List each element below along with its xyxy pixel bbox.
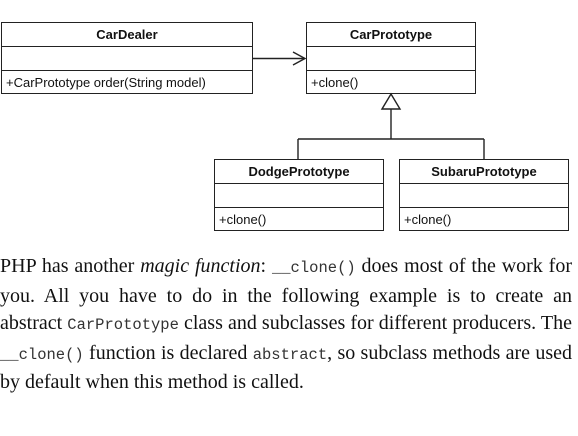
text-segment: : bbox=[260, 255, 272, 277]
text-segment: function is declared bbox=[83, 341, 253, 364]
class-car-prototype-method: +clone() bbox=[311, 75, 359, 90]
inheritance-triangle-icon bbox=[382, 94, 400, 109]
inline-code-abstract: abstract bbox=[252, 345, 328, 364]
association-arrow bbox=[253, 52, 305, 65]
class-subaru-prototype-name: SubaruPrototype bbox=[431, 164, 537, 179]
body-paragraph bbox=[0, 253, 572, 397]
text-segment: PHP has another bbox=[0, 255, 141, 277]
class-car-prototype bbox=[307, 23, 476, 94]
class-car-dealer bbox=[2, 23, 253, 94]
text-segment: does most of the work for you. All you have to do in the following example is to create an abstract bbox=[0, 255, 572, 334]
class-dodge-prototype-name: DodgePrototype bbox=[248, 164, 350, 179]
class-car-dealer-name: CarDealer bbox=[96, 27, 158, 42]
magic-function-emphasis: magic function bbox=[140, 255, 261, 277]
text-segment: class and subclasses for different producers. The bbox=[178, 312, 572, 334]
class-car-dealer-method: +CarPrototype order(String model) bbox=[6, 75, 206, 90]
class-dodge-prototype-method: +clone() bbox=[219, 212, 267, 227]
text-segment: , so subclass methods are used by default when this method is called. bbox=[0, 341, 572, 393]
class-subaru-prototype-method: +clone() bbox=[404, 212, 452, 227]
class-subaru-prototype bbox=[400, 160, 569, 231]
inline-code-clone: __clone() bbox=[271, 259, 356, 277]
inheritance-connector bbox=[298, 94, 484, 159]
inline-code-clone: __clone() bbox=[0, 345, 84, 364]
class-dodge-prototype bbox=[215, 160, 384, 231]
class-car-prototype-name: CarPrototype bbox=[349, 27, 433, 42]
inline-code-carprototype: CarPrototype bbox=[67, 316, 179, 334]
